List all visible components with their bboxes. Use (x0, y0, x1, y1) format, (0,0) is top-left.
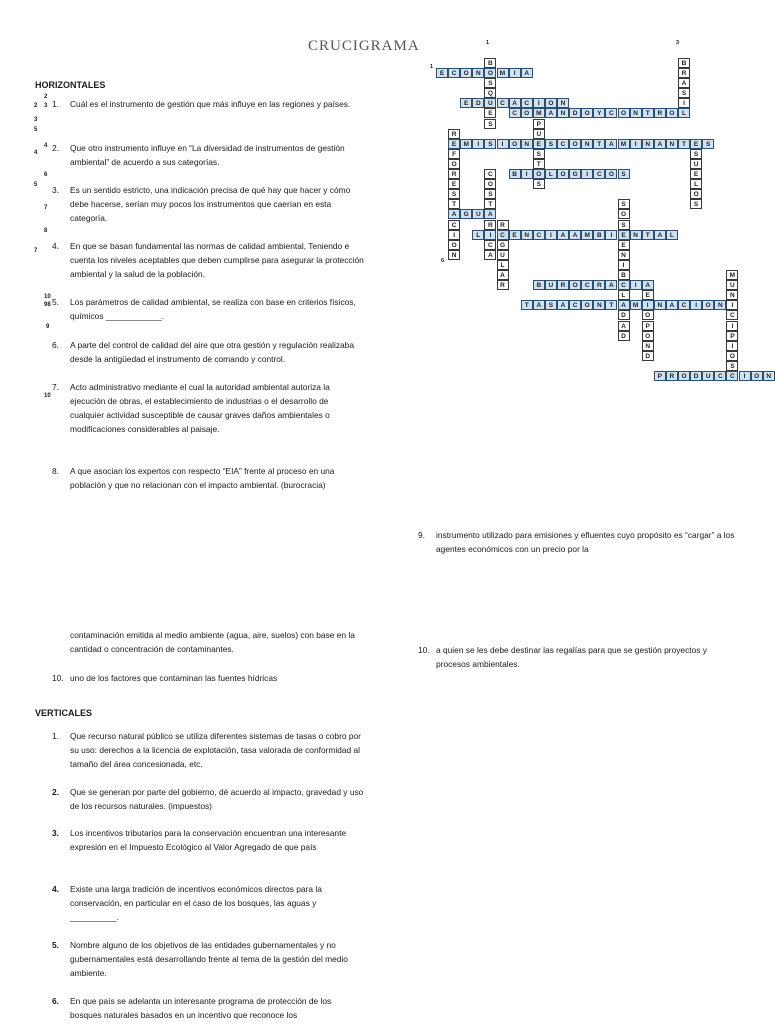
crossword-cell[interactable]: R (497, 280, 509, 290)
clue-vertical-3: 3. Los incentivos tributarios para la conservación encuentran una interesante expresión en el Impuesto Ecológico al Valor Agregado de que país (52, 828, 347, 852)
crossword-cell[interactable]: T (642, 230, 654, 240)
crossword-cell[interactable]: M (460, 139, 472, 149)
crossword-cell[interactable]: C (448, 220, 460, 230)
margin-number: 8 (44, 228, 48, 234)
crossword-cell[interactable]: S (726, 361, 738, 371)
crossword-cell[interactable]: I (678, 98, 690, 108)
margin-number: 6 (44, 172, 48, 178)
crossword-cell[interactable]: O (545, 98, 557, 108)
crossword-cell[interactable]: I (726, 300, 738, 310)
crossword-cell[interactable]: E (509, 230, 521, 240)
clue-horizontal-9: 9. instrumento utilizado para emisiones y efluentes cuyo propósito es “cargar” a los agentes económicos con un precio por la (418, 530, 735, 554)
crossword-cell[interactable]: I (581, 169, 593, 179)
crossword-cell[interactable]: O (484, 68, 496, 78)
crossword-cell[interactable]: A (678, 78, 690, 88)
crossword-cell[interactable]: N (642, 341, 654, 351)
crossword-cell[interactable]: I (618, 260, 630, 270)
crossword-cell[interactable]: O (618, 108, 630, 118)
crossword-cell[interactable]: U (690, 159, 702, 169)
clue-horizontal-5: 5. Los parámetros de calidad ambiental, se realiza con base en criterios físicos, químicos ____________. (52, 297, 356, 321)
crossword-cell[interactable]: A (666, 300, 678, 310)
crossword-cell[interactable]: O (557, 169, 569, 179)
margin-number: 98 (44, 302, 51, 308)
clue-horizontal-6: 6. A parte del control de calidad del aire que otra gestión y regulación realizaba desde la antigüedad el instrumento de comando y control. (52, 340, 355, 364)
crossword-cell[interactable]: D (472, 98, 484, 108)
crossword-cell[interactable]: N (630, 108, 642, 118)
crossword-cell[interactable]: O (581, 108, 593, 118)
crossword-cell[interactable]: S (690, 149, 702, 159)
crossword-cell[interactable]: M (497, 68, 509, 78)
margin-number: 10 (44, 393, 51, 399)
crossword-cell[interactable]: A (618, 321, 630, 331)
crossword-cell[interactable]: E (690, 169, 702, 179)
crossword-cell[interactable]: G (460, 209, 472, 219)
crossword-cell[interactable]: L (618, 290, 630, 300)
crossword-cell[interactable]: I (448, 230, 460, 240)
crossword-cell[interactable]: T (642, 108, 654, 118)
crossword-cell[interactable]: A (557, 230, 569, 240)
crossword-cell[interactable]: C (533, 230, 545, 240)
crossword-cell[interactable]: E (448, 139, 460, 149)
crossword-cell[interactable]: T (533, 159, 545, 169)
crossword-cell[interactable]: N (448, 250, 460, 260)
clue-vertical-4: 4. Existe una larga tradición de incentivos económicos directos para la conservación, en particular en el caso de los bosques, las aguas y __________. (52, 884, 322, 922)
crossword-cell[interactable]: I (509, 68, 521, 78)
crossword-cell[interactable]: S (690, 199, 702, 209)
crossword-cell[interactable]: S (533, 179, 545, 189)
crossword-cell[interactable]: S (618, 169, 630, 179)
clue-horizontal-10b: 10. uno de los factores que contaminan las fuentes hídricas (52, 673, 278, 683)
crossword-cell[interactable]: P (726, 331, 738, 341)
crossword-cell[interactable]: U (472, 209, 484, 219)
clue-horizontal-2: 2. Que otro instrumento influye en “La diversidad de instrumentos de gestión ambiental” de acuerdo a sus categorías. (52, 143, 345, 167)
crossword-cell[interactable]: O (690, 189, 702, 199)
crossword-cell[interactable]: D (642, 351, 654, 361)
crossword-cell[interactable]: E (618, 240, 630, 250)
crossword-cell[interactable]: N (521, 139, 533, 149)
crossword-cell[interactable]: A (654, 139, 666, 149)
crossword-cell[interactable]: A (605, 139, 617, 149)
crossword-cell[interactable]: I (630, 139, 642, 149)
clue-horizontal-3: 3. Es un sentido estricto, una indicación precisa de qué hay que hacer y cómo debe hacerse, serían muy pocos los instrumentos que caerían en esta categoría. (52, 185, 351, 223)
margin-number: 2 (34, 103, 38, 109)
margin-number: 4 (44, 143, 48, 149)
crossword-cell[interactable]: B (593, 230, 605, 240)
crossword-cell[interactable]: B (509, 169, 521, 179)
crossword-cell[interactable]: N (654, 300, 666, 310)
crossword-cell[interactable]: O (448, 240, 460, 250)
crossword-cell[interactable]: E (436, 68, 448, 78)
crossword-cell[interactable]: A (618, 300, 630, 310)
crossword-cell[interactable]: O (642, 310, 654, 320)
crossword-cell[interactable]: T (521, 300, 533, 310)
crossword-cell[interactable]: N (630, 230, 642, 240)
crossword-cell[interactable]: S (678, 88, 690, 98)
crossword-cell[interactable]: Q (484, 88, 496, 98)
crossword-cell[interactable]: A (605, 280, 617, 290)
crossword-cell[interactable]: C (557, 139, 569, 149)
crossword-cell[interactable]: R (557, 280, 569, 290)
crossword-cell[interactable]: O (569, 139, 581, 149)
crossword-cell[interactable]: D (690, 371, 702, 381)
crossword-cell[interactable]: I (484, 230, 496, 240)
crossword-cell[interactable]: N (521, 230, 533, 240)
crossword-cell[interactable]: I (726, 341, 738, 351)
crossword-cell[interactable]: A (509, 98, 521, 108)
crossword-cell[interactable]: S (618, 199, 630, 209)
crossword-cell[interactable]: I (472, 139, 484, 149)
crossword-cell[interactable]: A (484, 250, 496, 260)
crossword-cell[interactable]: I (630, 280, 642, 290)
crossword-cell[interactable]: O (702, 300, 714, 310)
crossword-cell[interactable]: M (726, 270, 738, 280)
crossword-cell[interactable]: S (484, 78, 496, 88)
crossword-cell[interactable]: S (702, 139, 714, 149)
crossword-cell[interactable]: C (497, 230, 509, 240)
crossword-cell[interactable]: O (448, 159, 460, 169)
crossword-cell[interactable]: C (581, 280, 593, 290)
crossword-cell[interactable]: P (642, 321, 654, 331)
margin-number: 4 (34, 150, 38, 156)
crossword-cell[interactable]: U (545, 280, 557, 290)
crossword-cell[interactable]: O (521, 108, 533, 118)
crossword-cell[interactable]: I (521, 169, 533, 179)
crossword-cell[interactable]: N (618, 250, 630, 260)
crossword-cell[interactable]: A (654, 230, 666, 240)
crossword-cell[interactable]: C (726, 310, 738, 320)
crossword-cell[interactable]: G (497, 240, 509, 250)
clue-vertical-1: 1. Que recurso natural público se utiliza diferentes sistemas de tasas o cobro por su uso: derechos a la licencia de explotación, tasa valorada de conformidad al tamaño del área concesionada, etc. (52, 731, 361, 769)
crossword-cell[interactable]: C (678, 300, 690, 310)
grid-number-1b: 1 (430, 64, 434, 70)
crossword-cell[interactable]: E (484, 108, 496, 118)
crossword-cell[interactable]: L (472, 230, 484, 240)
crossword-cell[interactable]: L (545, 169, 557, 179)
crossword-cell[interactable]: R (484, 220, 496, 230)
crossword-cell[interactable]: O (569, 280, 581, 290)
crossword-cell[interactable]: A (642, 280, 654, 290)
crossword-cell[interactable]: R (448, 129, 460, 139)
crossword-cell[interactable]: B (484, 58, 496, 68)
margin-number: 5 (34, 182, 38, 188)
crossword-cell[interactable]: T (593, 139, 605, 149)
margin-number: 7 (44, 205, 48, 211)
crossword-cell[interactable]: A (557, 300, 569, 310)
margin-number: 3 (44, 103, 48, 109)
crossword-cell[interactable]: E (448, 179, 460, 189)
crossword-cell[interactable]: O (726, 351, 738, 361)
crossword-cell[interactable]: I (545, 230, 557, 240)
crossword-cell[interactable]: B (618, 270, 630, 280)
crossword-cell[interactable]: L (497, 260, 509, 270)
crossword-cell[interactable]: L (690, 179, 702, 189)
crossword-cell[interactable]: C (618, 280, 630, 290)
crossword-cell[interactable]: G (569, 169, 581, 179)
crossword-cell[interactable]: S (484, 189, 496, 199)
verticales-heading: VERTICALES (35, 708, 93, 718)
crossword-cell[interactable]: L (678, 108, 690, 118)
clue-horizontal-9-continued: contaminación emitida al medio ambiente (agua, aire, suelos) con base en la cantidad o concentración de contaminantes. (70, 630, 355, 654)
crossword-cell[interactable]: D (569, 108, 581, 118)
margin-number: 5 (34, 127, 38, 133)
crossword-cell[interactable]: T (605, 300, 617, 310)
crossword-cell[interactable]: S (618, 220, 630, 230)
grid-number-3: 3 (676, 40, 680, 46)
crossword-cell[interactable]: U (702, 371, 714, 381)
crossword-cell[interactable]: O (678, 371, 690, 381)
crossword-cell[interactable]: C (484, 169, 496, 179)
grid-number-1: 1 (486, 40, 490, 46)
crossword-cell[interactable]: M (618, 139, 630, 149)
crossword-cell[interactable]: O (642, 331, 654, 341)
crossword-cell[interactable]: T (678, 139, 690, 149)
margin-number: 9 (46, 324, 50, 330)
crossword-cell[interactable]: E (533, 139, 545, 149)
crossword-cell[interactable]: A (497, 270, 509, 280)
crossword-cell[interactable]: B (678, 58, 690, 68)
crossword-cell[interactable]: A (484, 209, 496, 219)
crossword-cell[interactable]: N (726, 290, 738, 300)
crossword-cell[interactable]: S (533, 149, 545, 159)
crossword-cell[interactable]: I (690, 300, 702, 310)
crossword-cell[interactable]: E (690, 139, 702, 149)
clue-horizontal-7: 7. Acto administrativo mediante el cual la autoridad ambiental autoriza la ejecución de obras, el establecimiento de industrias o el desarrollo de cualquier actividad susceptible de causar graves daños ambientales o modificaciones considerables al paisaje. (52, 382, 330, 434)
crossword-cell[interactable]: S (484, 139, 496, 149)
margin-number: 2 (44, 94, 48, 100)
crossword-cell[interactable]: C (509, 108, 521, 118)
crossword-cell[interactable]: P (654, 371, 666, 381)
crossword-cell[interactable]: O (581, 300, 593, 310)
clue-horizontal-1: 1. Cuál es el instrumento de gestión que más influye en las regiones y países. (52, 99, 351, 109)
crossword-cell[interactable]: T (448, 199, 460, 209)
crossword-cell[interactable]: A (533, 300, 545, 310)
crossword-cell[interactable]: R (497, 220, 509, 230)
crossword-cell[interactable]: S (545, 139, 557, 149)
crossword-cell[interactable]: N (642, 139, 654, 149)
crossword-cell[interactable]: R (654, 108, 666, 118)
crossword-cell[interactable]: E (642, 290, 654, 300)
page-title: CRUCIGRAMA (308, 38, 420, 54)
crossword-cell[interactable]: R (678, 68, 690, 78)
crossword-cell[interactable]: U (726, 280, 738, 290)
crossword-cell[interactable]: N (472, 68, 484, 78)
crossword-cell[interactable]: R (593, 280, 605, 290)
crossword-cell[interactable]: C (484, 240, 496, 250)
crossword-cell[interactable]: M (581, 230, 593, 240)
crossword-cell[interactable]: A (521, 68, 533, 78)
crossword-cell[interactable]: P (533, 119, 545, 129)
margin-number: 3 (34, 117, 38, 123)
clue-vertical-2: 2. Que se generan por parte del gobierno, dé acuerdo al impacto, gravedad y uso de los recursos naturales. (impuestos) (52, 787, 364, 811)
crossword-cell[interactable]: U (497, 250, 509, 260)
crossword-cell[interactable]: N (714, 300, 726, 310)
margin-number: 7 (34, 248, 38, 254)
clue-vertical-6: 6. En que país se adelanta un interesante programa de protección de los bosques naturales basados en un incentivo que reconoce los (52, 996, 332, 1020)
crossword-cell[interactable]: I (726, 321, 738, 331)
crossword-cell[interactable]: D (618, 331, 630, 341)
crossword-cell[interactable]: B (533, 280, 545, 290)
crossword-cell[interactable]: M (630, 300, 642, 310)
crossword-cell[interactable]: I (533, 98, 545, 108)
crossword-cell[interactable]: E (460, 98, 472, 108)
crossword-cell[interactable]: T (484, 199, 496, 209)
crossword-cell[interactable]: C (569, 300, 581, 310)
crossword-cell[interactable]: C (714, 371, 726, 381)
crossword-cell[interactable]: O (618, 209, 630, 219)
crossword-cell[interactable]: O (460, 68, 472, 78)
crossword-cell[interactable]: S (484, 119, 496, 129)
crossword-cell[interactable]: N (557, 108, 569, 118)
crossword-cell[interactable]: C (605, 108, 617, 118)
crossword-cell[interactable]: I (642, 300, 654, 310)
crossword-cell[interactable]: O (666, 108, 678, 118)
crossword-cell[interactable]: S (448, 189, 460, 199)
crossword-cell[interactable]: R (448, 169, 460, 179)
crossword-cell[interactable]: U (484, 98, 496, 108)
grid-number-6: 6 (441, 258, 445, 264)
crossword-cell[interactable]: O (484, 179, 496, 189)
crossword-cell[interactable]: A (569, 230, 581, 240)
crossword-cell[interactable]: C (497, 98, 509, 108)
crossword-cell[interactable]: U (533, 129, 545, 139)
crossword-cell[interactable]: R (666, 371, 678, 381)
crossword-cell[interactable]: I (497, 139, 509, 149)
crossword-cell[interactable]: O (751, 371, 763, 381)
crossword-cell[interactable]: Y (593, 108, 605, 118)
clue-horizontal-4: 4. En que se basan fundamental las normas de calidad ambiental, Teniendo e cuenta los niveles aceptables que deben cumplirse para asegurar la protección ambiental y la salud de la población. (52, 241, 364, 279)
crossword-cell[interactable]: O (533, 169, 545, 179)
crossword-cell[interactable]: D (618, 310, 630, 320)
crossword-cell[interactable]: I (605, 230, 617, 240)
crossword-cell[interactable]: E (618, 230, 630, 240)
crossword-cell[interactable]: O (605, 169, 617, 179)
crossword-cell[interactable]: L (666, 230, 678, 240)
clue-horizontal-8: 8. A que asocian los expertos con respecto “EIA” frente al proceso en una población y que no relacionan con el impacto ambiental. (burocracia) (52, 466, 335, 490)
crossword-cell[interactable]: C (521, 98, 533, 108)
crossword-cell[interactable]: O (509, 139, 521, 149)
crossword-cell[interactable]: N (581, 139, 593, 149)
crossword-cell[interactable]: C (593, 169, 605, 179)
clue-vertical-5: 5. Nombre alguno de los objetivos de las entidades gubernamentales y no gubernamentales está desarrollando frente al tema de la gestión del medio ambiente. (52, 940, 348, 978)
crossword-cell[interactable]: F (448, 149, 460, 159)
crossword-cell[interactable]: C (448, 68, 460, 78)
crossword-cell[interactable]: I (739, 371, 751, 381)
horizontales-heading: HORIZONTALES (35, 80, 106, 90)
crossword-cell[interactable]: M (533, 108, 545, 118)
crossword-cell[interactable]: N (557, 98, 569, 108)
clue-horizontal-10a: 10. a quien se les debe destinar las regalías para que se gestión proyectos y procesos ambientales. (418, 645, 707, 669)
crossword-cell[interactable]: C (726, 371, 738, 381)
crossword-cell[interactable]: S (545, 300, 557, 310)
crossword-cell[interactable]: N (763, 371, 775, 381)
crossword-cell[interactable]: N (593, 300, 605, 310)
crossword-cell[interactable]: A (545, 108, 557, 118)
margin-number: 10 (44, 294, 51, 300)
crossword-cell[interactable]: A (448, 209, 460, 219)
crossword-cell[interactable]: N (666, 139, 678, 149)
